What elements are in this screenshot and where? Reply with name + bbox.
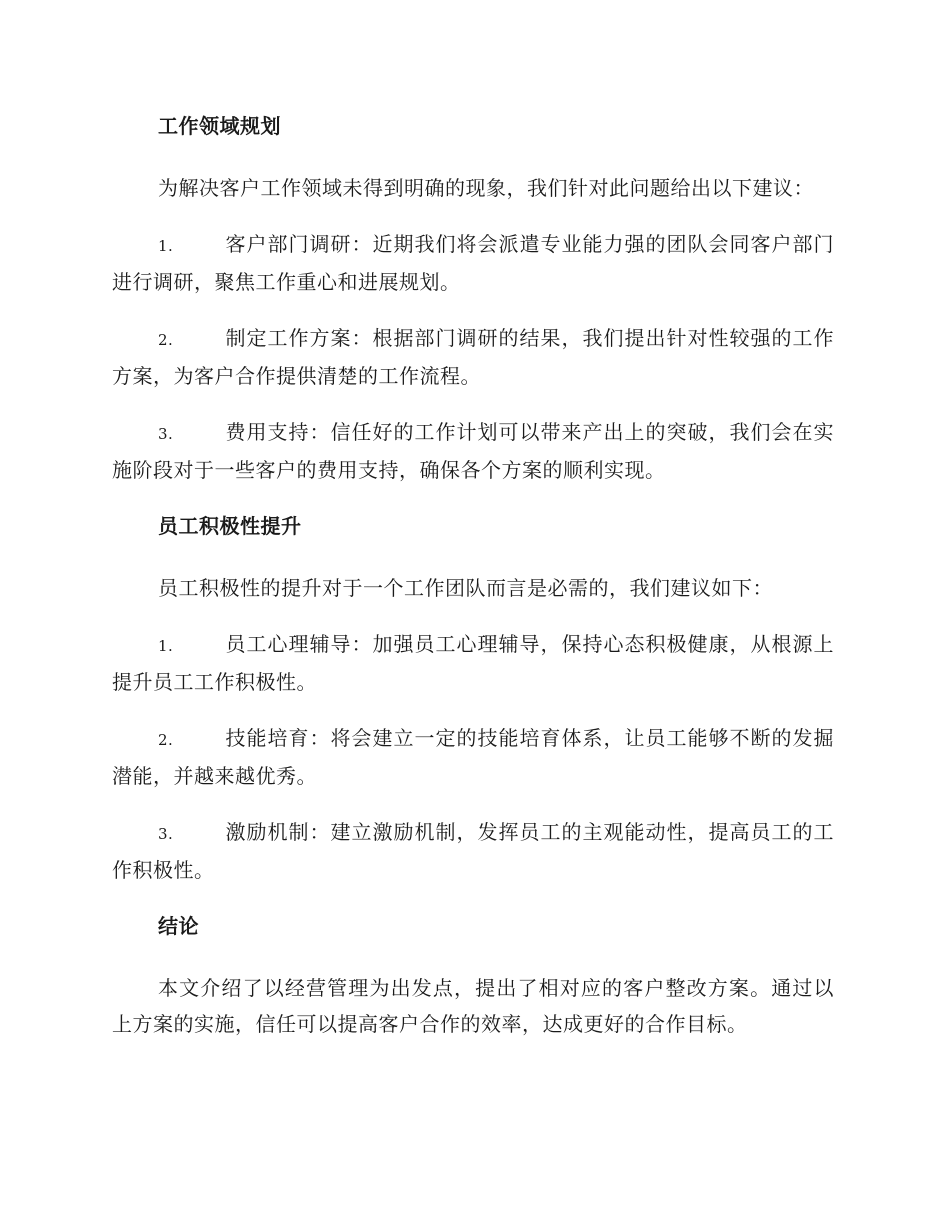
list-item (112, 320, 834, 394)
list-text: 制定工作方案：根据部门调研的结果，我们提出针对性较强的工作方案，为客户合作提供清楚的工作流程。 (112, 326, 834, 388)
list-item (112, 814, 834, 888)
list-number: 3. (158, 425, 174, 443)
document-page (112, 108, 834, 1062)
section-work-area-planning (112, 108, 834, 488)
section-conclusion (112, 908, 834, 1042)
section-heading: 结论 (158, 914, 199, 938)
list-item (112, 414, 834, 488)
list-item (112, 626, 834, 700)
section-intro: 为解决客户工作领域未得到明确的现象，我们针对此问题给出以下建议： (158, 176, 814, 200)
section-heading: 员工积极性提升 (158, 514, 302, 538)
list-number: 2. (158, 731, 174, 749)
list-text: 员工心理辅导：加强员工心理辅导，保持心态积极健康，从根源上提升员工工作积极性。 (112, 632, 834, 694)
list-number: 2. (158, 331, 174, 349)
list-text: 费用支持：信任好的工作计划可以带来产出上的突破，我们会在实施阶段对于一些客户的费用支持，确保各个方案的顺利实现。 (112, 420, 834, 482)
list-number: 1. (158, 237, 174, 255)
section-employee-motivation (112, 508, 834, 888)
list-text: 技能培育：将会建立一定的技能培育体系，让员工能够不断的发掘潜能，并越来越优秀。 (112, 726, 834, 788)
list-number: 1. (158, 637, 174, 655)
list-item (112, 720, 834, 794)
list-text: 激励机制：建立激励机制，发挥员工的主观能动性，提高员工的工作积极性。 (112, 820, 834, 882)
list-text: 客户部门调研：近期我们将会派遣专业能力强的团队会同客户部门进行调研，聚焦工作重心和进展规划。 (112, 232, 834, 294)
section-intro: 员工积极性的提升对于一个工作团队而言是必需的，我们建议如下： (158, 576, 773, 600)
list-number: 3. (158, 825, 174, 843)
section-intro: 本文介绍了以经营管理为出发点，提出了相对应的客户整改方案。通过以上方案的实施，信任可以提高客户合作的效率，达成更好的合作目标。 (112, 976, 834, 1036)
section-heading: 工作领域规划 (158, 114, 281, 138)
list-item (112, 226, 834, 300)
